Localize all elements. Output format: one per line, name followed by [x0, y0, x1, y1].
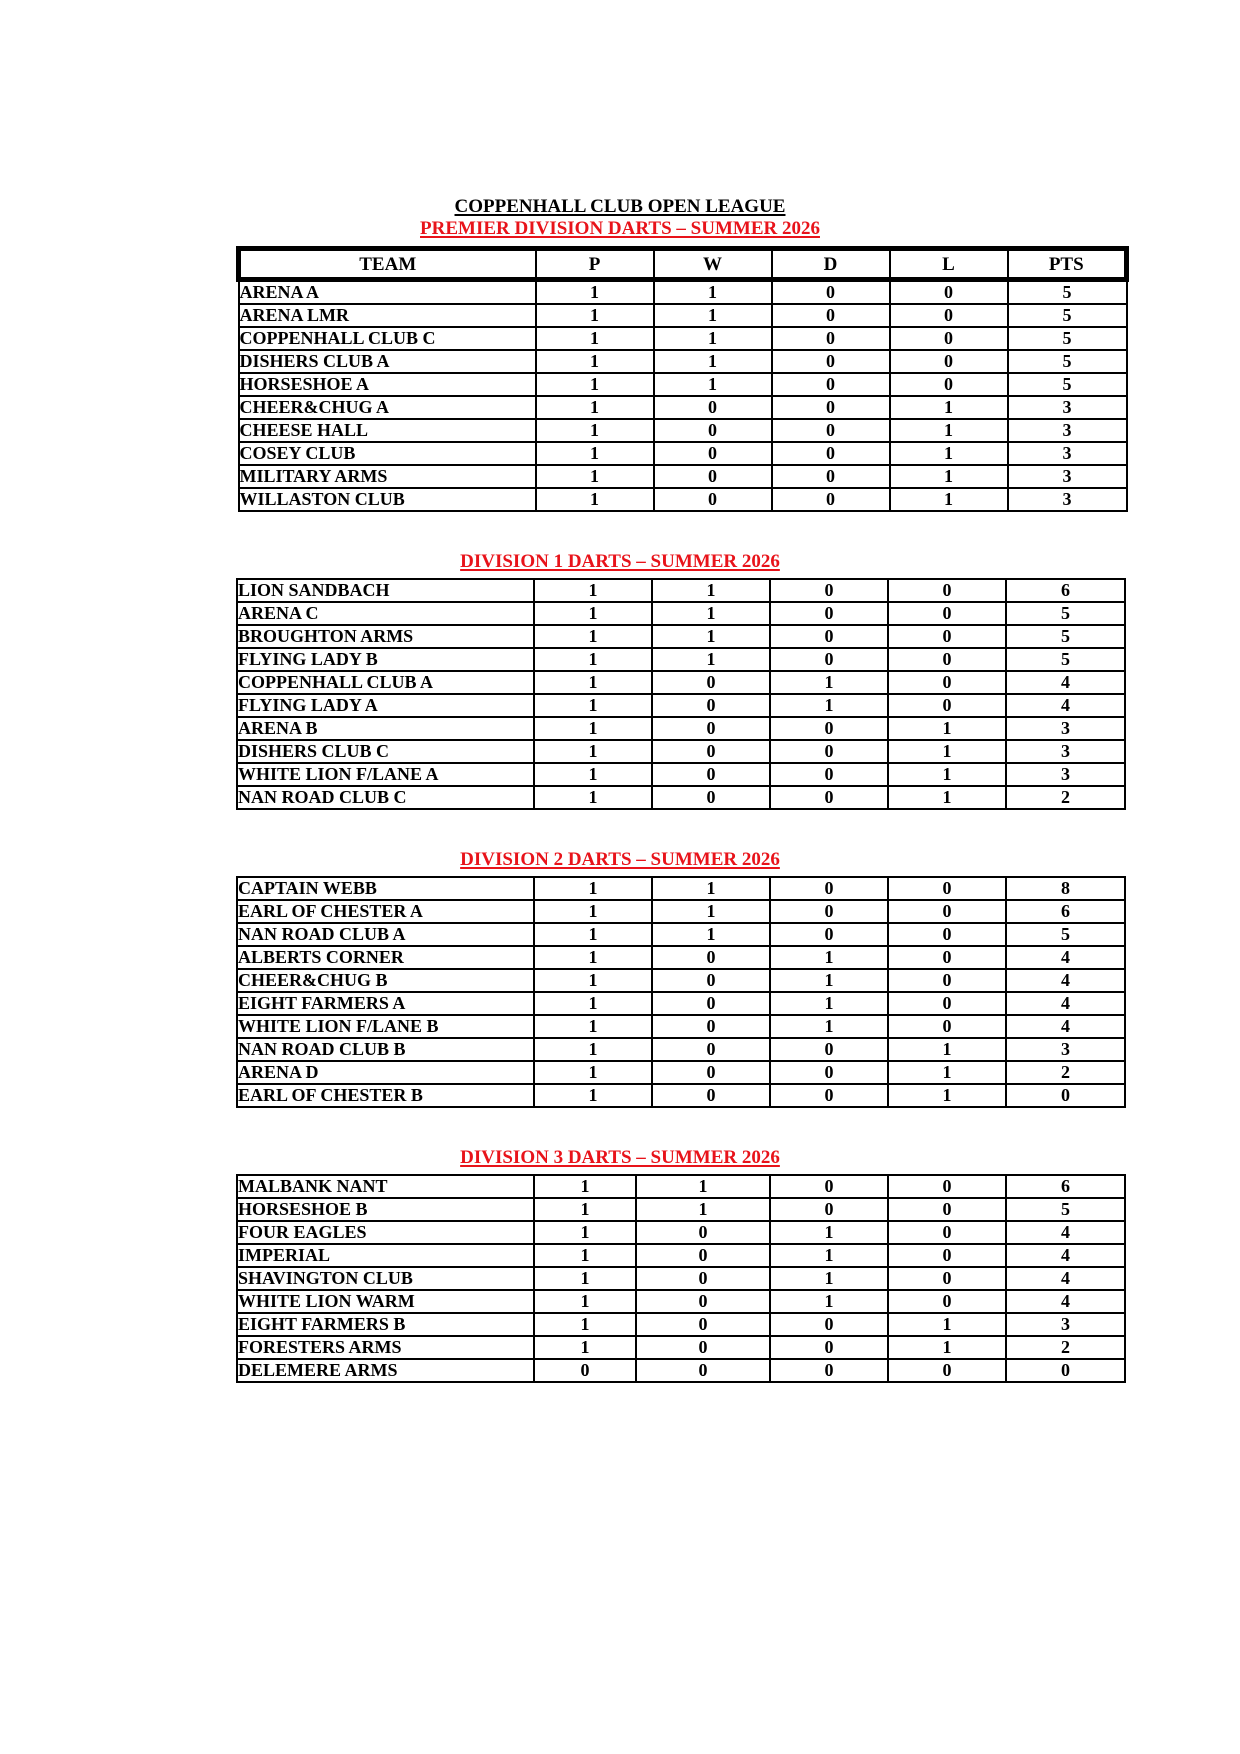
won-value: 0 [654, 419, 772, 442]
won-value: 0 [654, 465, 772, 488]
table-row [237, 1359, 1125, 1382]
drawn-value: 0 [770, 877, 888, 900]
played-value: 1 [534, 900, 652, 923]
points-value: 3 [1008, 419, 1127, 442]
won-value: 0 [636, 1267, 770, 1290]
lost-value: 1 [888, 717, 1006, 740]
table-header-row [239, 249, 1127, 280]
points-value: 3 [1006, 763, 1125, 786]
lost-value: 1 [888, 1038, 1006, 1061]
won-value: 0 [652, 786, 770, 809]
team-name: CHEER&CHUG B [237, 969, 534, 992]
played-value: 1 [534, 877, 652, 900]
lost-value: 1 [888, 740, 1006, 763]
team-name: DELEMERE ARMS [237, 1359, 534, 1382]
lost-value: 0 [888, 625, 1006, 648]
team-name: CAPTAIN WEBB [237, 877, 534, 900]
played-value: 1 [534, 740, 652, 763]
points-value: 3 [1006, 1313, 1125, 1336]
division-title-text: DIVISION 2 DARTS – SUMMER 2026 [460, 849, 780, 870]
team-name: NAN ROAD CLUB C [237, 786, 534, 809]
points-value: 5 [1006, 923, 1125, 946]
lost-value: 1 [890, 442, 1008, 465]
points-value: 5 [1008, 350, 1127, 373]
lost-value: 0 [888, 969, 1006, 992]
played-value: 1 [534, 946, 652, 969]
won-value: 0 [654, 442, 772, 465]
team-name: NAN ROAD CLUB A [237, 923, 534, 946]
table-row [237, 900, 1125, 923]
lost-value: 0 [890, 327, 1008, 350]
table-row [237, 602, 1125, 625]
played-value: 1 [534, 992, 652, 1015]
points-value: 5 [1008, 327, 1127, 350]
drawn-value: 0 [770, 1084, 888, 1107]
team-name: ARENA A [239, 280, 536, 305]
won-value: 0 [652, 694, 770, 717]
team-name: WHITE LION F/LANE A [237, 763, 534, 786]
lost-value: 1 [888, 786, 1006, 809]
played-value: 1 [536, 304, 654, 327]
lost-value: 1 [888, 1336, 1006, 1359]
won-value: 0 [636, 1336, 770, 1359]
column-header-drawn: D [772, 249, 890, 280]
table-row [237, 671, 1125, 694]
standings-table-division-3 [236, 1174, 1126, 1383]
league-title [0, 196, 1240, 218]
played-value: 1 [534, 1198, 636, 1221]
played-value: 1 [536, 442, 654, 465]
drawn-value: 0 [770, 1175, 888, 1198]
drawn-value: 0 [770, 1198, 888, 1221]
played-value: 1 [536, 280, 654, 305]
team-name: EIGHT FARMERS B [237, 1313, 534, 1336]
table-row [237, 740, 1125, 763]
played-value: 1 [534, 1061, 652, 1084]
table-row [237, 717, 1125, 740]
team-name: FORESTERS ARMS [237, 1336, 534, 1359]
column-header-won: W [654, 249, 772, 280]
lost-value: 0 [888, 1175, 1006, 1198]
won-value: 1 [652, 648, 770, 671]
points-value: 4 [1006, 946, 1125, 969]
points-value: 4 [1006, 1267, 1125, 1290]
table-row [237, 1221, 1125, 1244]
division-title-text: PREMIER DIVISION DARTS – SUMMER 2026 [420, 218, 820, 239]
division-title-premier [0, 218, 1240, 240]
lost-value: 0 [888, 1221, 1006, 1244]
won-value: 0 [652, 717, 770, 740]
won-value: 0 [636, 1290, 770, 1313]
points-value: 4 [1006, 1221, 1125, 1244]
won-value: 1 [652, 602, 770, 625]
drawn-value: 0 [770, 602, 888, 625]
table-row [237, 1336, 1125, 1359]
won-value: 0 [652, 671, 770, 694]
points-value: 5 [1006, 625, 1125, 648]
table-row [239, 465, 1127, 488]
lost-value: 0 [888, 671, 1006, 694]
played-value: 1 [534, 1084, 652, 1107]
division-title-div1 [0, 551, 1240, 573]
points-value: 6 [1006, 1175, 1125, 1198]
won-value: 1 [652, 579, 770, 602]
lost-value: 1 [890, 419, 1008, 442]
division-title-div2 [0, 849, 1240, 871]
team-name: HORSESHOE A [239, 373, 536, 396]
team-name: ALBERTS CORNER [237, 946, 534, 969]
column-header-lost: L [890, 249, 1008, 280]
team-name: EARL OF CHESTER A [237, 900, 534, 923]
played-value: 1 [536, 488, 654, 511]
lost-value: 0 [888, 1290, 1006, 1313]
won-value: 0 [652, 1038, 770, 1061]
played-value: 1 [534, 648, 652, 671]
drawn-value: 1 [770, 671, 888, 694]
won-value: 0 [652, 1061, 770, 1084]
table-row [237, 1290, 1125, 1313]
team-name: ARENA LMR [239, 304, 536, 327]
drawn-value: 1 [770, 969, 888, 992]
team-name: COSEY CLUB [239, 442, 536, 465]
drawn-value: 0 [772, 442, 890, 465]
table-row [237, 1175, 1125, 1198]
played-value: 1 [534, 602, 652, 625]
drawn-value: 0 [772, 373, 890, 396]
played-value: 1 [536, 350, 654, 373]
won-value: 0 [654, 488, 772, 511]
played-value: 1 [536, 419, 654, 442]
played-value: 1 [534, 1244, 636, 1267]
table-row [237, 1244, 1125, 1267]
played-value: 1 [534, 1267, 636, 1290]
table-row [237, 1267, 1125, 1290]
lost-value: 0 [890, 280, 1008, 305]
won-value: 1 [652, 625, 770, 648]
lost-value: 1 [888, 763, 1006, 786]
points-value: 2 [1006, 1336, 1125, 1359]
team-name: EARL OF CHESTER B [237, 1084, 534, 1107]
played-value: 1 [534, 763, 652, 786]
drawn-value: 0 [772, 327, 890, 350]
points-value: 0 [1006, 1084, 1125, 1107]
lost-value: 0 [888, 877, 1006, 900]
played-value: 1 [534, 671, 652, 694]
drawn-value: 1 [770, 946, 888, 969]
won-value: 0 [654, 396, 772, 419]
table-row [239, 442, 1127, 465]
points-value: 5 [1008, 280, 1127, 305]
team-name: MILITARY ARMS [239, 465, 536, 488]
table-row [237, 1198, 1125, 1221]
played-value: 1 [536, 465, 654, 488]
drawn-value: 0 [770, 786, 888, 809]
team-name: WILLASTON CLUB [239, 488, 536, 511]
team-name: MALBANK NANT [237, 1175, 534, 1198]
played-value: 1 [534, 694, 652, 717]
table-row [237, 579, 1125, 602]
won-value: 1 [652, 923, 770, 946]
team-name: CHEER&CHUG A [239, 396, 536, 419]
lost-value: 0 [888, 923, 1006, 946]
table-row [237, 763, 1125, 786]
points-value: 5 [1008, 304, 1127, 327]
lost-value: 0 [888, 1244, 1006, 1267]
team-name: HORSESHOE B [237, 1198, 534, 1221]
points-value: 3 [1006, 1038, 1125, 1061]
table-row [237, 969, 1125, 992]
points-value: 0 [1006, 1359, 1125, 1382]
points-value: 3 [1008, 488, 1127, 511]
division-title-text: DIVISION 1 DARTS – SUMMER 2026 [460, 551, 780, 572]
played-value: 0 [534, 1359, 636, 1382]
table-row [237, 1084, 1125, 1107]
won-value: 1 [636, 1198, 770, 1221]
won-value: 1 [654, 350, 772, 373]
points-value: 5 [1008, 373, 1127, 396]
lost-value: 0 [888, 648, 1006, 671]
drawn-value: 0 [772, 419, 890, 442]
drawn-value: 0 [770, 1061, 888, 1084]
points-value: 8 [1006, 877, 1125, 900]
won-value: 0 [652, 946, 770, 969]
drawn-value: 1 [770, 992, 888, 1015]
lost-value: 1 [888, 1084, 1006, 1107]
team-name: SHAVINGTON CLUB [237, 1267, 534, 1290]
table-row [237, 625, 1125, 648]
points-value: 4 [1006, 1015, 1125, 1038]
drawn-value: 0 [772, 350, 890, 373]
table-row [237, 992, 1125, 1015]
played-value: 1 [536, 373, 654, 396]
table-row [239, 350, 1127, 373]
won-value: 1 [654, 304, 772, 327]
played-value: 1 [534, 579, 652, 602]
won-value: 1 [654, 327, 772, 350]
points-value: 4 [1006, 969, 1125, 992]
won-value: 0 [652, 740, 770, 763]
table-row [239, 488, 1127, 511]
team-name: ARENA D [237, 1061, 534, 1084]
played-value: 1 [534, 1221, 636, 1244]
column-header-team: TEAM [239, 249, 536, 280]
drawn-value: 0 [772, 304, 890, 327]
team-name: FOUR EAGLES [237, 1221, 534, 1244]
played-value: 1 [534, 1313, 636, 1336]
drawn-value: 0 [770, 763, 888, 786]
lost-value: 0 [888, 900, 1006, 923]
lost-value: 0 [888, 602, 1006, 625]
team-name: WHITE LION F/LANE B [237, 1015, 534, 1038]
played-value: 1 [534, 717, 652, 740]
won-value: 1 [654, 373, 772, 396]
points-value: 4 [1006, 1290, 1125, 1313]
drawn-value: 0 [772, 488, 890, 511]
table-row [237, 1015, 1125, 1038]
points-value: 4 [1006, 992, 1125, 1015]
team-name: COPPENHALL CLUB C [239, 327, 536, 350]
table-row [239, 327, 1127, 350]
played-value: 1 [536, 396, 654, 419]
team-name: IMPERIAL [237, 1244, 534, 1267]
team-name: DISHERS CLUB C [237, 740, 534, 763]
points-value: 4 [1006, 694, 1125, 717]
lost-value: 0 [888, 946, 1006, 969]
lost-value: 0 [890, 304, 1008, 327]
division-title-div3 [0, 1147, 1240, 1169]
lost-value: 1 [890, 465, 1008, 488]
team-name: EIGHT FARMERS A [237, 992, 534, 1015]
table-row [239, 396, 1127, 419]
won-value: 0 [636, 1313, 770, 1336]
table-row [239, 373, 1127, 396]
team-name: BROUGHTON ARMS [237, 625, 534, 648]
table-row [237, 877, 1125, 900]
team-name: COPPENHALL CLUB A [237, 671, 534, 694]
played-value: 1 [534, 625, 652, 648]
table-row [239, 280, 1127, 305]
points-value: 2 [1006, 786, 1125, 809]
points-value: 3 [1006, 717, 1125, 740]
standings-table-division-1 [236, 578, 1126, 810]
drawn-value: 0 [770, 900, 888, 923]
table-row [237, 694, 1125, 717]
drawn-value: 0 [770, 1336, 888, 1359]
team-name: WHITE LION WARM [237, 1290, 534, 1313]
lost-value: 0 [890, 373, 1008, 396]
won-value: 0 [652, 992, 770, 1015]
drawn-value: 0 [770, 579, 888, 602]
table-row [237, 1313, 1125, 1336]
won-value: 0 [652, 1084, 770, 1107]
team-name: NAN ROAD CLUB B [237, 1038, 534, 1061]
drawn-value: 0 [770, 740, 888, 763]
lost-value: 0 [888, 1267, 1006, 1290]
points-value: 5 [1006, 1198, 1125, 1221]
points-value: 3 [1006, 740, 1125, 763]
won-value: 1 [652, 900, 770, 923]
drawn-value: 0 [772, 280, 890, 305]
drawn-value: 0 [772, 396, 890, 419]
points-value: 3 [1008, 465, 1127, 488]
points-value: 3 [1008, 396, 1127, 419]
lost-value: 1 [890, 488, 1008, 511]
won-value: 1 [652, 877, 770, 900]
played-value: 1 [536, 327, 654, 350]
won-value: 1 [636, 1175, 770, 1198]
lost-value: 0 [888, 1198, 1006, 1221]
table-row [239, 419, 1127, 442]
won-value: 0 [652, 1015, 770, 1038]
lost-value: 1 [890, 396, 1008, 419]
team-name: FLYING LADY A [237, 694, 534, 717]
division-title-text: DIVISION 3 DARTS – SUMMER 2026 [460, 1147, 780, 1168]
team-name: ARENA C [237, 602, 534, 625]
team-name: FLYING LADY B [237, 648, 534, 671]
lost-value: 0 [888, 1359, 1006, 1382]
played-value: 1 [534, 1175, 636, 1198]
table-row [237, 946, 1125, 969]
points-value: 6 [1006, 579, 1125, 602]
table-row [239, 304, 1127, 327]
won-value: 1 [654, 280, 772, 305]
table-row [237, 923, 1125, 946]
table-row [237, 648, 1125, 671]
played-value: 1 [534, 923, 652, 946]
drawn-value: 0 [770, 923, 888, 946]
drawn-value: 1 [770, 1290, 888, 1313]
table-row [237, 1061, 1125, 1084]
points-value: 4 [1006, 1244, 1125, 1267]
drawn-value: 1 [770, 694, 888, 717]
standings-table-division-2 [236, 876, 1126, 1108]
points-value: 6 [1006, 900, 1125, 923]
table-row [237, 1038, 1125, 1061]
drawn-value: 1 [770, 1015, 888, 1038]
drawn-value: 0 [772, 465, 890, 488]
played-value: 1 [534, 1015, 652, 1038]
lost-value: 0 [890, 350, 1008, 373]
won-value: 0 [652, 763, 770, 786]
standings-table-premier [236, 246, 1129, 512]
played-value: 1 [534, 1038, 652, 1061]
drawn-value: 0 [770, 1313, 888, 1336]
played-value: 1 [534, 969, 652, 992]
drawn-value: 1 [770, 1244, 888, 1267]
drawn-value: 1 [770, 1267, 888, 1290]
drawn-value: 1 [770, 1221, 888, 1244]
drawn-value: 0 [770, 625, 888, 648]
team-name: ARENA B [237, 717, 534, 740]
points-value: 2 [1006, 1061, 1125, 1084]
points-value: 5 [1006, 648, 1125, 671]
table-row [237, 786, 1125, 809]
lost-value: 0 [888, 992, 1006, 1015]
played-value: 1 [534, 1336, 636, 1359]
played-value: 1 [534, 786, 652, 809]
drawn-value: 0 [770, 1359, 888, 1382]
won-value: 0 [652, 969, 770, 992]
points-value: 5 [1006, 602, 1125, 625]
team-name: DISHERS CLUB A [239, 350, 536, 373]
won-value: 0 [636, 1221, 770, 1244]
lost-value: 0 [888, 579, 1006, 602]
column-header-points: PTS [1008, 249, 1127, 280]
lost-value: 1 [888, 1061, 1006, 1084]
drawn-value: 0 [770, 648, 888, 671]
lost-value: 0 [888, 1015, 1006, 1038]
played-value: 1 [534, 1290, 636, 1313]
lost-value: 0 [888, 694, 1006, 717]
team-name: CHEESE HALL [239, 419, 536, 442]
won-value: 0 [636, 1359, 770, 1382]
drawn-value: 0 [770, 1038, 888, 1061]
won-value: 0 [636, 1244, 770, 1267]
lost-value: 1 [888, 1313, 1006, 1336]
points-value: 3 [1008, 442, 1127, 465]
league-title-text: COPPENHALL CLUB OPEN LEAGUE [454, 196, 786, 217]
team-name: LION SANDBACH [237, 579, 534, 602]
points-value: 4 [1006, 671, 1125, 694]
column-header-played: P [536, 249, 654, 280]
drawn-value: 0 [770, 717, 888, 740]
